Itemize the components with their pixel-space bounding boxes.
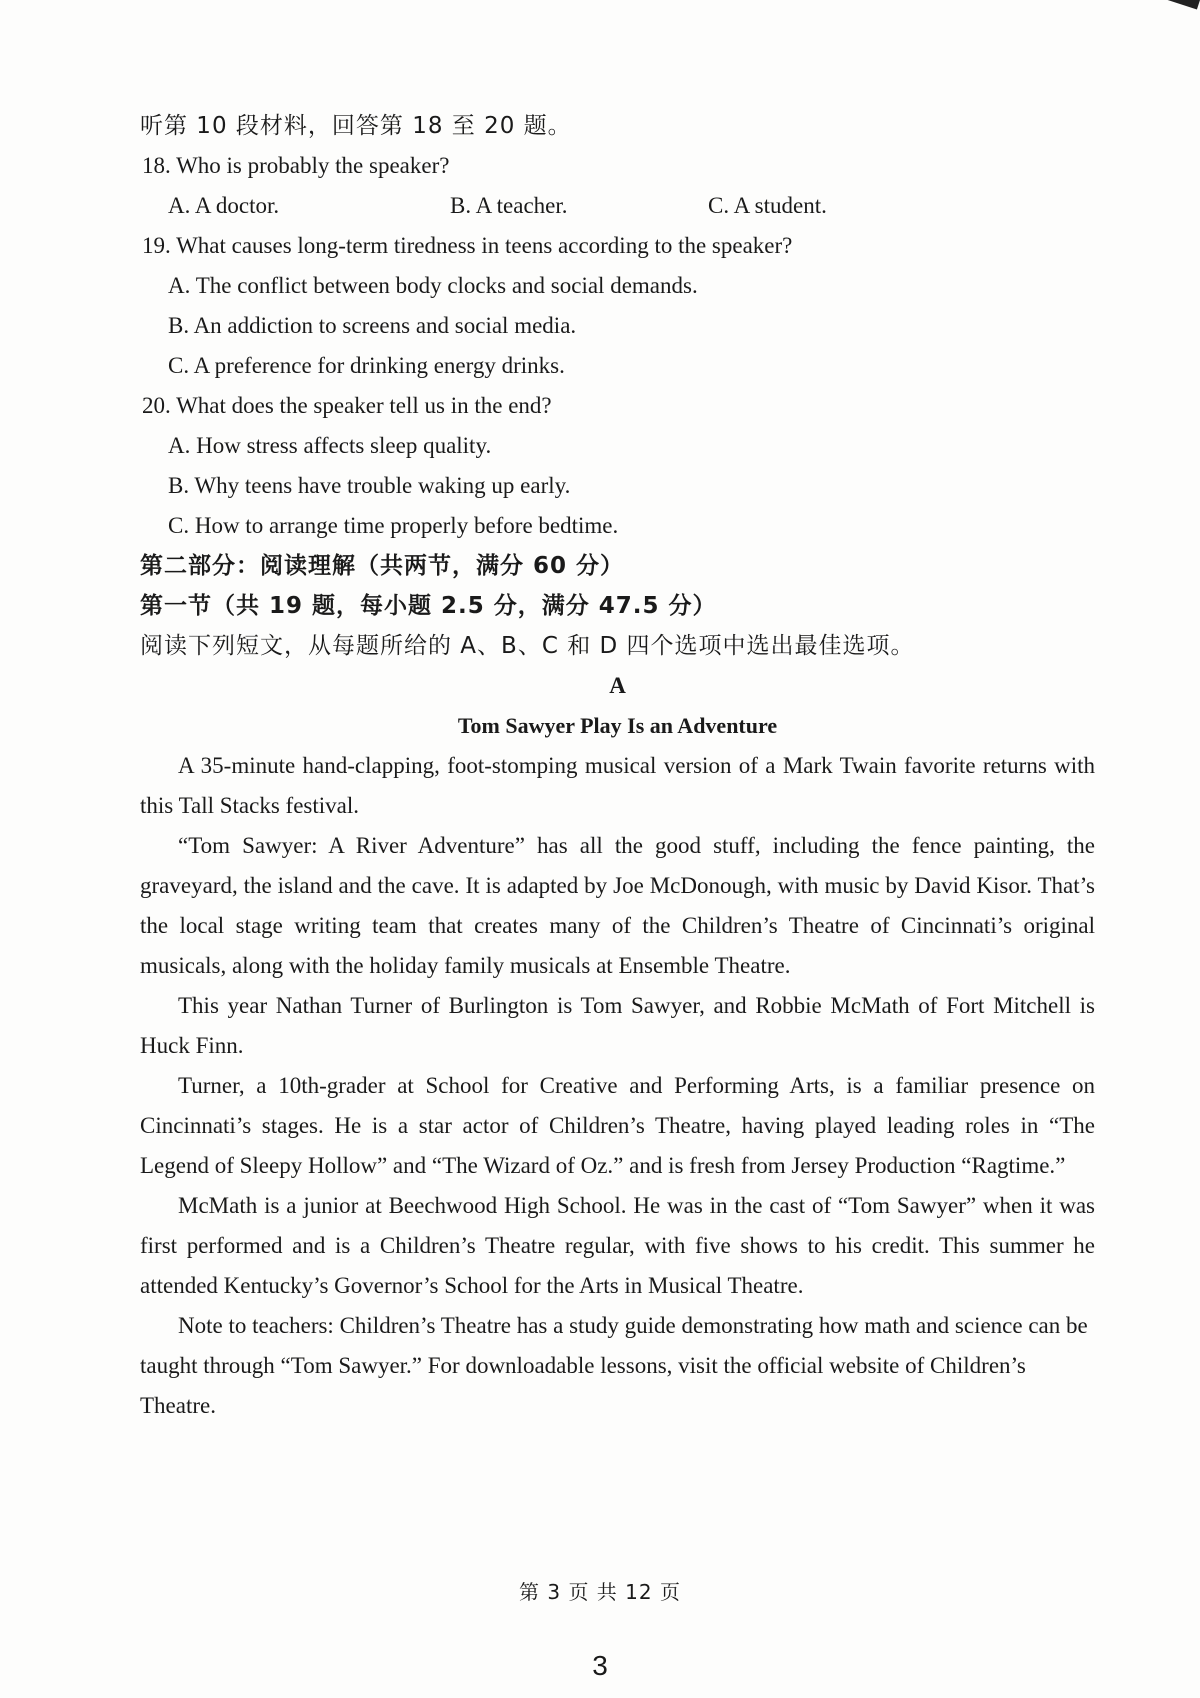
question-18-option-c: C. A student.	[708, 193, 827, 218]
question-18-option-a: A. A doctor.	[168, 193, 280, 218]
passage-paragraph-4: Turner, a 10th-grader at School for Creative and Performing Arts, is a familiar presence on Cincinnati’s stages. He is a star actor of Children’s Theatre, having played leading roles in “The Legend of Sleepy Hollow” and “The Wizard of Oz.” and is fresh from Jersey Production “Ragtime.”	[140, 1073, 1095, 1178]
passage-title: Tom Sawyer Play Is an Adventure	[457, 713, 778, 738]
question-20-option-b: B. Why teens have trouble waking up early.	[168, 473, 571, 498]
question-18-stem: 18. Who is probably the speaker?	[142, 153, 450, 178]
page-content	[140, 106, 1095, 1426]
scan-corner-mark	[1163, 0, 1200, 10]
reading-instruction: 阅读下列短文，从每题所给的 A、B、C 和 D 四个选项中选出最佳选项。	[140, 633, 915, 659]
section-1-heading: 第一节（共 19 题，每小题 2.5 分，满分 47.5 分）	[140, 593, 717, 619]
passage-paragraph-2: “Tom Sawyer: A River Adventure” has all the good stuff, including the fence painting, the graveyard, the island and the cave. It is adapted by Joe McDonough, with music by David Kisor. That’s the local stage writing team that creates many of the Children’s Theatre of Cincinnati’s original musicals, along with the holiday family musicals at Ensemble Theatre.	[140, 833, 1095, 978]
listening-instruction: 听第 10 段材料，回答第 18 至 20 题。	[140, 113, 572, 139]
question-19-option-a: A. The conflict between body clocks and social demands.	[168, 273, 698, 298]
passage-paragraph-5: McMath is a junior at Beechwood High School. He was in the cast of “Tom Sawyer” when it was first performed and is a Children’s Theatre regular, with five shows to his credit. This summer he attended Kentucky’s Governor’s School for the Arts in Musical Theatre.	[140, 1193, 1095, 1298]
question-18-option-b: B. A teacher.	[450, 193, 568, 218]
question-20-option-a: A. How stress affects sleep quality.	[168, 433, 492, 458]
question-19-option-b: B. An addiction to screens and social media.	[168, 313, 577, 338]
question-20-stem: 20. What does the speaker tell us in the end?	[142, 393, 552, 418]
page-number: 3	[592, 1650, 608, 1681]
passage-paragraph-3: This year Nathan Turner of Burlington is Tom Sawyer, and Robbie McMath of Fort Mitchell is Huck Finn.	[140, 993, 1095, 1058]
page-footer: 第 3 页 共 12 页	[519, 1580, 681, 1604]
question-19-stem: 19. What causes long-term tiredness in teens according to the speaker?	[142, 233, 793, 258]
passage-paragraph-1: A 35-minute hand-clapping, foot-stomping musical version of a Mark Twain favorite returns with this Tall Stacks festival.	[140, 753, 1095, 818]
question-20-option-c: C. How to arrange time properly before bedtime.	[168, 513, 619, 538]
question-19-option-c: C. A preference for drinking energy drinks.	[168, 353, 565, 378]
part-2-heading: 第二部分：阅读理解（共两节，满分 60 分）	[140, 553, 625, 579]
question-18-options	[140, 186, 1095, 226]
passage-label: A	[609, 673, 626, 698]
passage-paragraph-6: Note to teachers: Children’s Theatre has a study guide demonstrating how math and science can be taught through “Tom Sawyer.” For downloadable lessons, visit the official website of Children’s Theatre.	[140, 1313, 1088, 1418]
